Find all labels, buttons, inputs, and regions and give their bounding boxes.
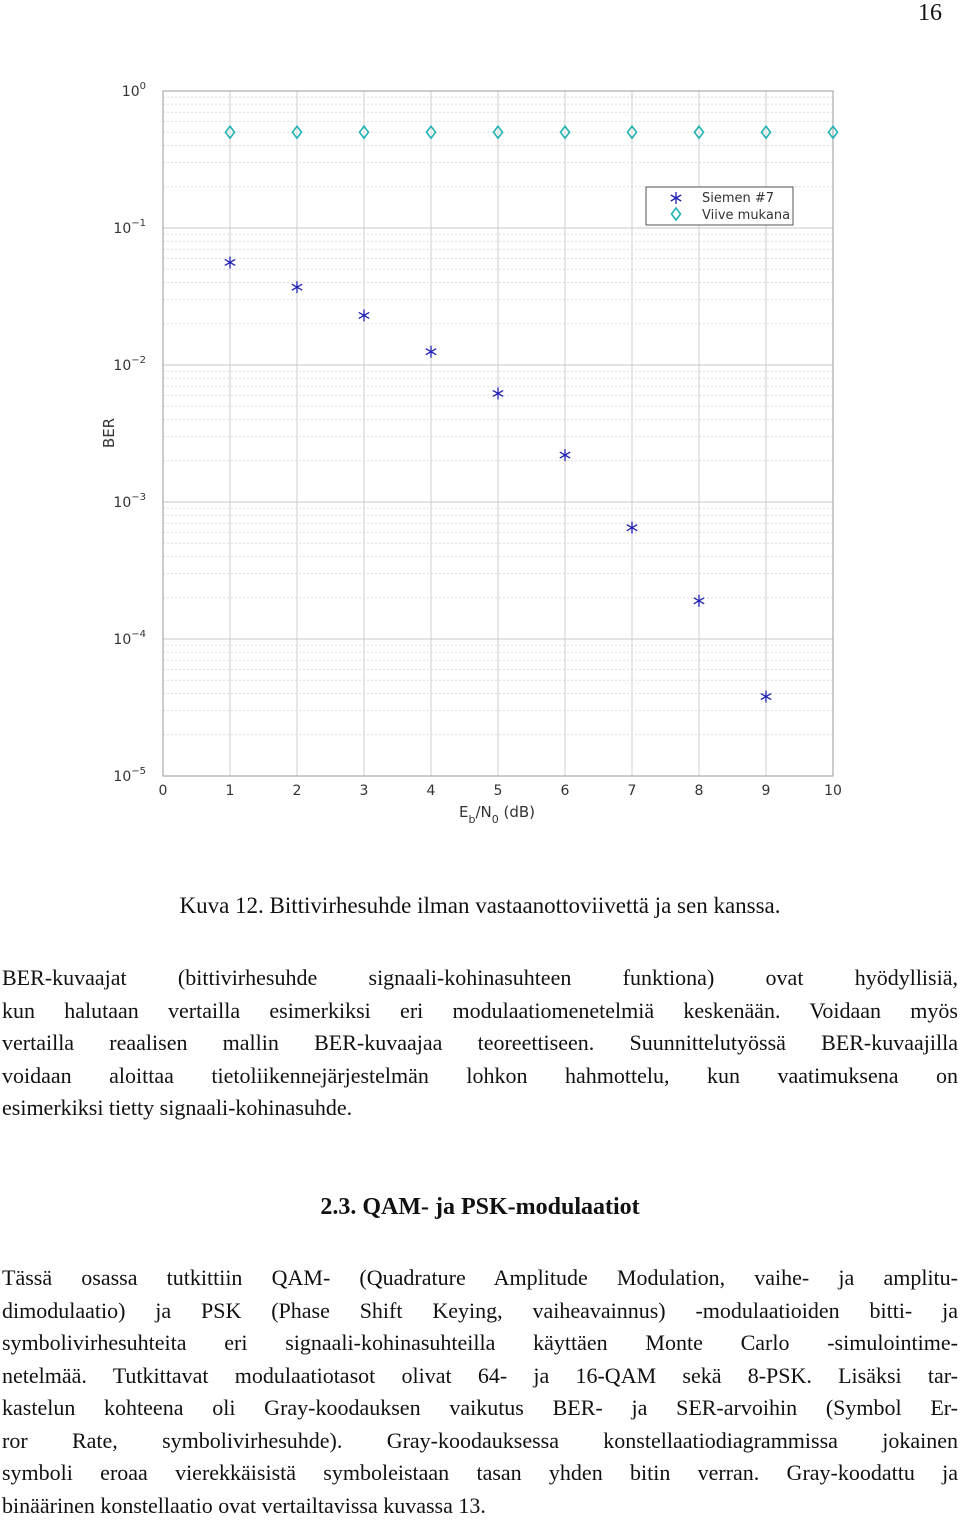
text-line: voidaan aloittaa tietoliikennejärjestelmän lohkon hahmottelu, kun vaatimuksena on [2,1060,958,1093]
text-line: kastelun kohteena oli Gray-koodauksen vaikutus BER- ja SER-arvoihin (Symbol Er- [2,1392,958,1425]
text-line: vertailla reaalisen mallin BER-kuvaajaa teoreettiseen. Suunnittelutyössä BER-kuvaajilla [2,1027,958,1060]
x-tick-label: 8 [695,783,704,799]
text-line: BER-kuvaajat (bittivirhesuhde signaali-kohinasuhteen funktiona) ovat hyödyllisiä, [2,962,958,995]
text-line: symboli eroaa vierekkäisistä symboleistaan tasan yhden bitin verran. Gray-koodattu ja [2,1457,958,1490]
text-line: netelmää. Tutkittavat modulaatiotasot olivat 64- ja 16-QAM sekä 8-PSK. Lisäksi tar- [2,1360,958,1393]
text-line: esimerkiksi tietty signaali-kohinasuhde. [2,1092,958,1125]
text-line: Tässä osassa tutkittiin QAM- (Quadrature Amplitude Modulation, vaihe- ja amplitu- [2,1262,958,1295]
x-tick-label: 3 [360,783,369,799]
data-point-siemen [225,256,235,268]
data-point-siemen [560,449,570,461]
x-tick-label: 2 [293,783,302,799]
y-tick-labels [113,81,146,785]
x-tick-label: 9 [762,783,771,799]
legend-label-siemen: Siemen #7 [702,191,774,206]
x-tick-label: 4 [427,783,436,799]
body-paragraph-1 [2,962,958,1125]
chart-legend [646,187,793,225]
x-tick-label: 0 [159,783,168,799]
y-tick-label: $10^{-2}$ [113,355,146,374]
x-tick-label: 6 [561,783,570,799]
data-point-siemen [493,387,503,399]
x-tick-label: 10 [824,783,842,799]
y-tick-label: $10^{-3}$ [113,492,146,511]
section-heading: 2.3. QAM- ja PSK-modulaatiot [0,1194,960,1221]
y-tick-label: $10^{-5}$ [113,766,146,785]
text-line: kun halutaan vertailla esimerkiksi eri modulaatiomenetelmiä keskenään. Voidaan myös [2,995,958,1028]
figure-caption: Kuva 12. Bittivirhesuhde ilman vastaanottoviivettä ja sen kanssa. [0,893,960,919]
legend-label-viive: Viive mukana [702,208,790,223]
text-line: binäärinen konstellaatio ovat vertailtavissa kuvassa 13. [2,1490,958,1522]
y-axis-label: BER [100,418,118,448]
text-line: symbolivirhesuhteita eri signaali-kohinasuhteilla käyttäen Monte Carlo -simulointime- [2,1327,958,1360]
text-line: dimodulaatio) ja PSK (Phase Shift Keying, vaiheavainnus) -modulaatioiden bitti- ja [2,1295,958,1328]
data-point-siemen [359,309,369,321]
x-axis-label: $E_b/N_0$ (dB) [459,803,535,826]
text-line: ror Rate, symbolivirhesuhde). Gray-koodauksessa konstellaatiodiagrammissa jokainen [2,1425,958,1458]
x-tick-label: 5 [494,783,503,799]
data-point-siemen [426,346,436,358]
data-point-siemen [761,691,771,703]
y-tick-label: $10^{-4}$ [113,629,146,648]
y-tick-label: $10^0$ [122,81,146,100]
page-number: 16 [918,0,942,27]
x-tick-label: 7 [628,783,637,799]
data-point-siemen [694,595,704,607]
x-tick-labels [159,783,842,799]
y-tick-label: $10^{-1}$ [113,218,146,237]
body-paragraph-2 [2,1262,958,1522]
x-tick-label: 1 [226,783,235,799]
